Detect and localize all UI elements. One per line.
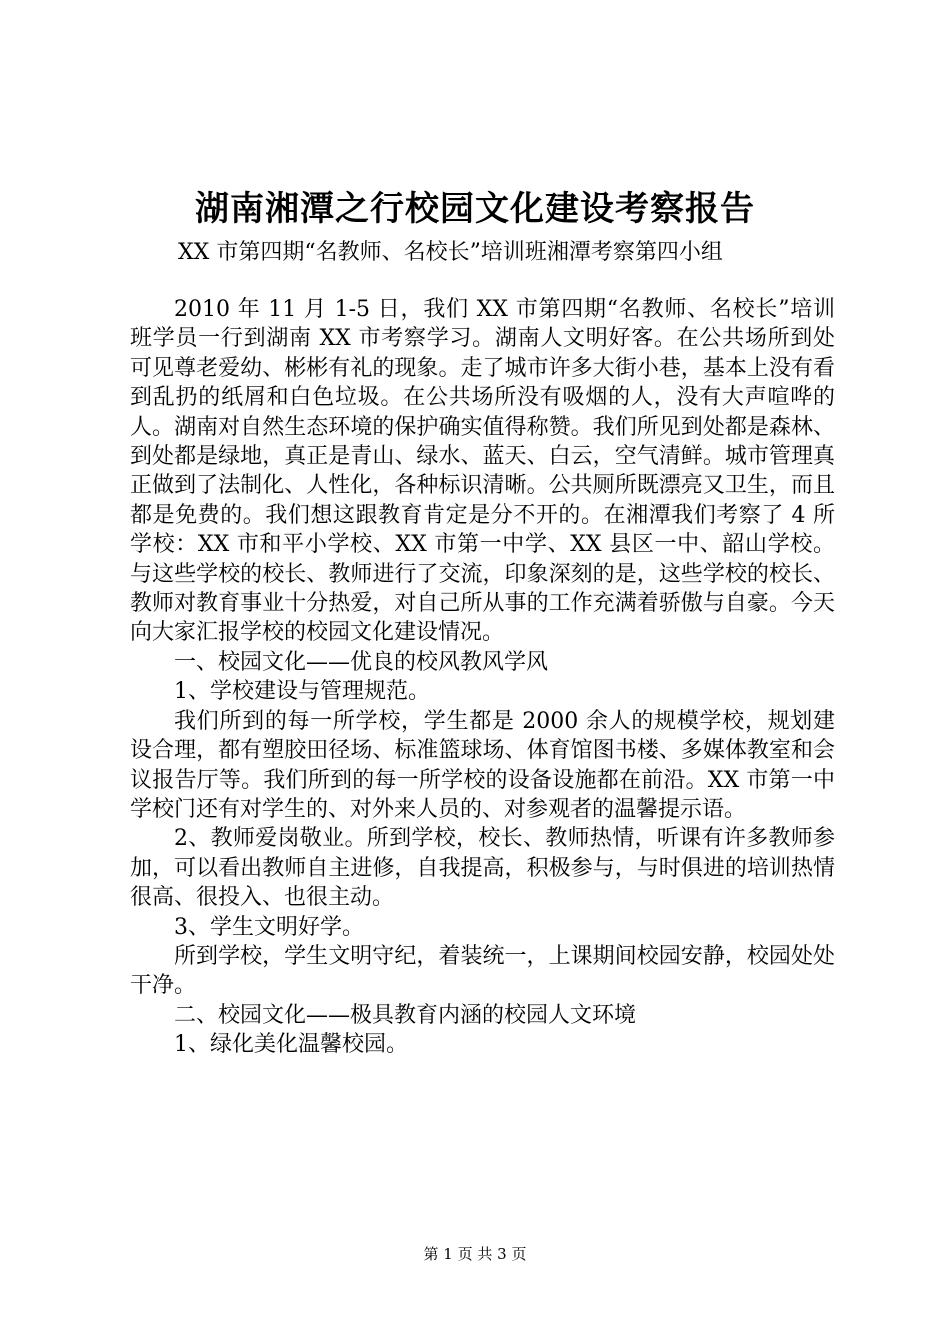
document-body <box>130 295 835 1060</box>
document-subtitle: XX 市第四期“名教师、名校长”培训班湘潭考察第四小组 <box>178 240 723 265</box>
paragraph-intro: 2010 年 11 月 1-5 日，我们 XX 市第四期“名教师、名校长”培训班学员一行到湖南 XX 市考察学习。湖南人文明好客。在公共场所到处可见尊老爱幼、彬彬有礼的现象。走了城市许多大街小巷，基本上没有看到乱扔的纸屑和白色垃圾。在公共场所没有吸烟的人，没有大声喧哗的人。湖南对自然生态环境的保护确实值得称赞。我们所见到处都是森林、到处都是绿地，真正是青山、绿水、蓝天、白云，空气清鲜。城市管理真正做到了法制化、人性化，各种标识清晰。公共厕所既漂亮又卫生，而且都是免费的。我们想这跟教育肯定是分不开的。在湘潭我们考察了 4 所学校：XX 市和平小学校、XX 市第一中学、XX 县区一中、韶山学校。与这些学校的校长、教师进行了交流，印象深刻的是，这些学校的校长、教师对教育事业十分热爱，对自己所从事的工作充满着骄傲与自豪。今天向大家汇报学校的校园文化建设情况。 <box>130 297 835 646</box>
subheading-1-3: 3、学生文明好学。 <box>174 914 364 940</box>
paragraph-school-facilities: 我们所到的每一所学校，学生都是 2000 余人的规模学校，规划建设合理，都有塑胶田径场、标准篮球场、体育馆图书楼、多媒体教室和会议报告厅等。我们所到的每一所学校的设备设施都在前沿。XX 市第一中学校门还有对学生的、对外来人员的、对参观者的温馨提示语。 <box>130 708 835 822</box>
section-heading-2: 二、校园文化——极具教育内涵的校园人文环境 <box>174 1002 637 1028</box>
subheading-2-1: 1、绿化美化温馨校园。 <box>174 1032 408 1058</box>
subheading-1-1: 1、学校建设与管理规范。 <box>174 679 430 705</box>
paragraph-students: 所到学校，学生文明守纪，着装统一，上课期间校园安静，校园处处干净。 <box>130 943 835 999</box>
page-footer: 第 1 页 共 3 页 <box>423 1245 527 1263</box>
document-title: 湖南湘潭之行校园文化建设考察报告 <box>195 189 755 229</box>
paragraph-teachers: 2、教师爱岗敬业。所到学校，校长、教师热情，听课有许多教师参加，可以看出教师自主进修，自我提高，积极参与，与时俱进的培训热情很高、很投入、也很主动。 <box>130 826 835 911</box>
section-heading-1: 一、校园文化——优良的校风教风学风 <box>174 649 549 675</box>
